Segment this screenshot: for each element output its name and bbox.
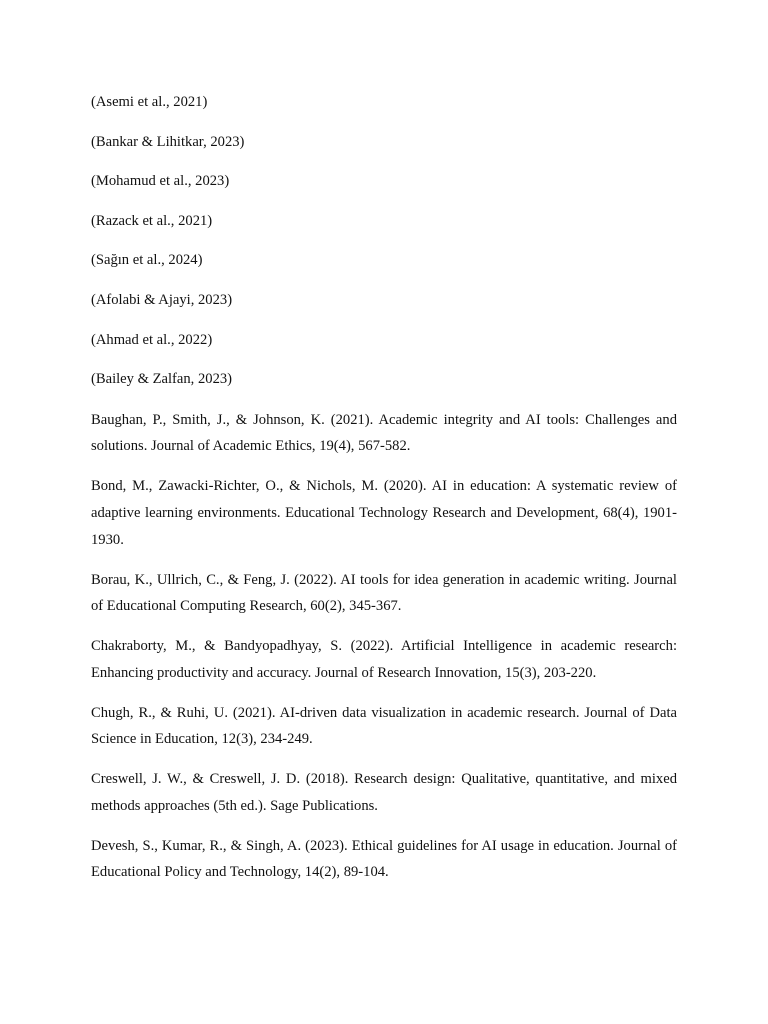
reference-entry: Borau, K., Ullrich, C., & Feng, J. (2022). AI tools for idea generation in academic writing. Journal of Educational Computing Research, 60(2), 345-367. xyxy=(91,571,677,615)
citation-item: (Razack et al., 2021) xyxy=(91,212,213,229)
citation-item: (Mohamud et al., 2023) xyxy=(91,173,230,190)
reference-entry: Bond, M., Zawacki-Richter, O., & Nichols, M. (2020). AI in education: A systematic review of adaptive learning environments. Educational Technology Research and Development, 68(4), 1901-1930. xyxy=(91,478,677,548)
reference-list xyxy=(91,407,677,886)
citation-item: (Bankar & Lihitkar, 2023) xyxy=(91,133,245,150)
citation-list xyxy=(91,90,677,407)
citation-item: (Sağın et al., 2024) xyxy=(91,252,203,269)
citation-item: (Asemi et al., 2021) xyxy=(91,94,208,110)
reference-entry: Chakraborty, M., & Bandyopadhyay, S. (2022). Artificial Intelligence in academic research: Enhancing productivity and accuracy. Journal of Research Innovation, 15(3), 203-220. xyxy=(91,638,677,681)
reference-entry: Creswell, J. W., & Creswell, J. D. (2018). Research design: Qualitative, quantitative, and mixed methods approaches (5th ed.). Sage Publications. xyxy=(91,771,677,814)
reference-entry: Chugh, R., & Ruhi, U. (2021). AI-driven data visualization in academic research. Journal of Data Science in Education, 12(3), 234-249. xyxy=(91,704,677,748)
citation-item: (Bailey & Zalfan, 2023) xyxy=(91,371,233,388)
reference-entry: Devesh, S., Kumar, R., & Singh, A. (2023). Ethical guidelines for AI usage in education. Journal of Educational Policy and Technology, 14(2), 89-104. xyxy=(91,837,677,881)
reference-entry: Baughan, P., Smith, J., & Johnson, K. (2021). Academic integrity and AI tools: Challenges and solutions. Journal of Academic Ethics, 19(4), 567-582. xyxy=(91,411,677,455)
citation-item: (Afolabi & Ajayi, 2023) xyxy=(91,291,233,308)
citation-item: (Ahmad et al., 2022) xyxy=(91,331,213,348)
